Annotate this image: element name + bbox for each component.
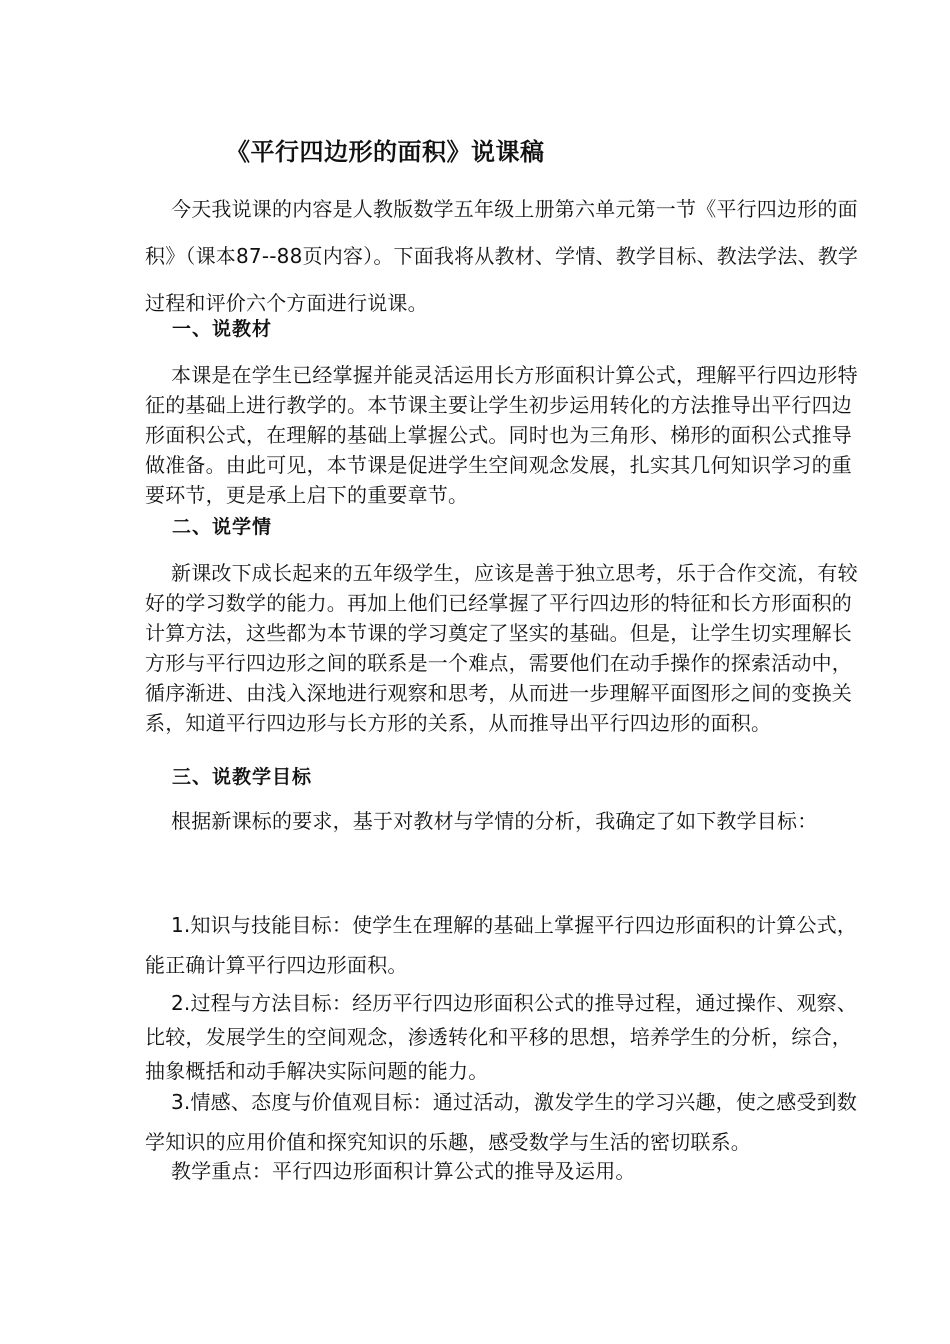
section-text-goals: 根据新课标的要求，基于对教材与学情的分析，我确定了如下教学目标： [171,809,818,833]
intro-paragraph: 今天我说课的内容是人教版数学五年级上册第六单元第一节《平行四边形的面积》（课本87--88页内容）。下面我将从教材、学情、教学目标、教法学法、教学过程和评价六个方面进行说课。 [145,197,859,315]
section-text-students: 新课改下成长起来的五年级学生，应该是善于独立思考，乐于合作交流，有较好的学习数学的能力。再加上他们已经掌握了平行四边形的特征和长方形面积的计算方法，这些都为本节课的学习奠定了坚实的基础。但是，让学生切实理解长方形与平行四边形之间的联系是一个难点，需要他们在动手操作的探索活动中，循序渐进、由浅入深地进行观察和思考，从而进一步理解平面图形之间的变换关系，知道平行四边形与长方形的关系，从而推导出平行四边形的面积。 [145,561,858,735]
document-title: 《平行四边形的面积》说课稿 [226,138,545,166]
section-text-textbook: 本课是在学生已经掌握并能灵活运用长方形面积计算公式，理解平行四边形特征的基础上进行教学的。本节课主要让学生初步运用转化的方法推导出平行四边形面积公式，在理解的基础上掌握公式。同时也为三角形、梯形的面积公式推导做准备。由此可见，本节课是促进学生空间观念发展，扎实其几何知识学习的重要环节，更是承上启下的重要章节。 [145,363,858,507]
goal-process: 2.过程与方法目标：经历平行四边形面积公式的推导过程，通过操作、观察、比较，发展学生的空间观念，渗透转化和平移的思想，培养学生的分析，综合，抽象概括和动手解决实际问题的能力。 [145,991,858,1083]
section-heading-goals: 三、说教学目标 [172,766,313,788]
section-heading-students: 二、说学情 [172,516,273,538]
goal-knowledge: 1.知识与技能目标：使学生在理解的基础上掌握平行四边形面积的计算公式，能正确计算平行四边形面积。 [145,913,858,977]
goal-emotion: 3.情感、态度与价值观目标：通过活动，激发学生的学习兴趣，使之感受到数学知识的应用价值和探究知识的乐趣，感受数学与生活的密切联系。 [145,1090,858,1154]
teaching-key-point: 教学重点：平行四边形面积计算公式的推导及运用。 [171,1159,636,1183]
section-heading-textbook: 一、说教材 [172,318,273,340]
